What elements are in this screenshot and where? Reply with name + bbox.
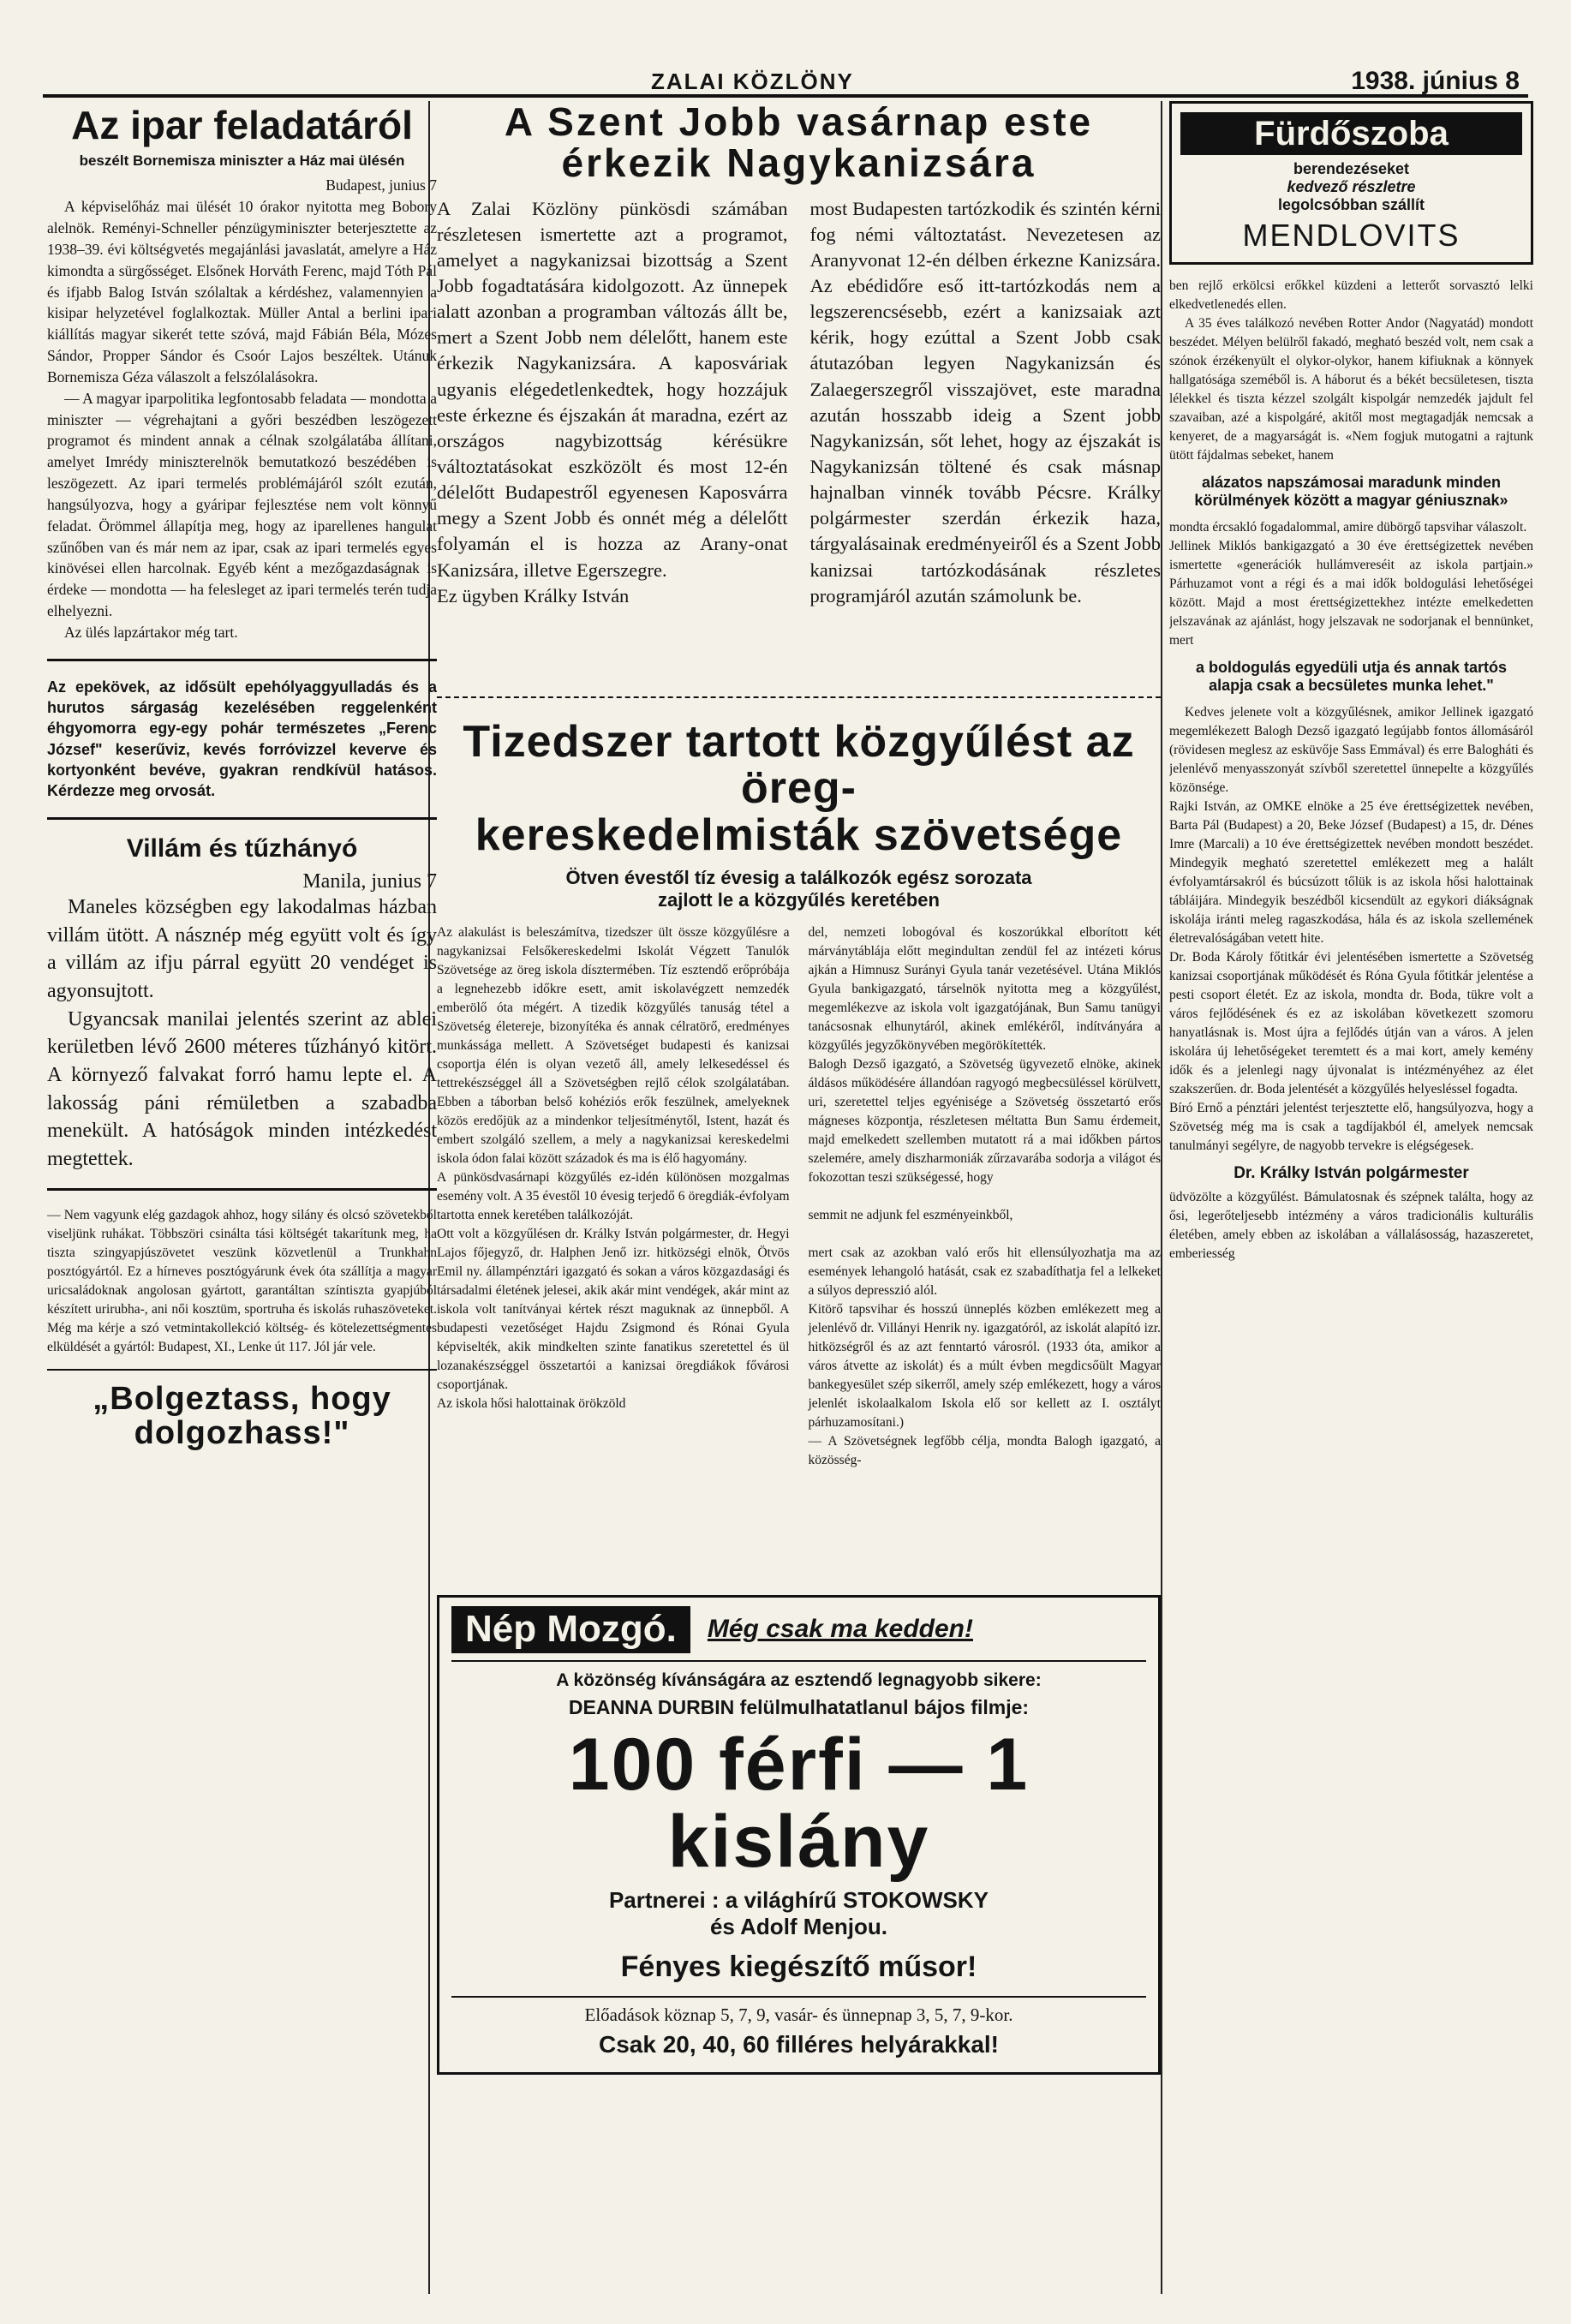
column-left	[47, 101, 437, 2294]
cinema-line1: A közönség kívánságára az esztendő legnagyobb sikere:	[556, 1670, 1042, 1690]
cinema-name: Nép Mozgó.	[451, 1606, 690, 1652]
top-rule	[43, 94, 1528, 98]
assembly-text-left: Az alakulást is beleszámítva, tizedszer ült össze közgyűlésre a nagykanizsai Felsőkereskedelmi Iskolát Végzett Tanulók Szövetsége az öreg iskola dísztermében. Tíz esztendő erőpróbája a legnehezebb időkre esett, amit iskolavégzett nemzedék emberölő óta mégért. A tizedik közgyűlés tanuság tétel a Szövetség életereje, bizonyítéka és annak célratörő, eredményes munkássága mellett. A Szövetséget budapesti és kanizsai csoportja élén is olyan vezető áll, amely lelkesedéssel és tettrekészséggel áll a Szövetségben rejlő célok szolgálatában. Ebben a táborban belső kohéziós erők feszülnek, amelyeknek közös eredőjük az a mindenkor teljesítménytől, Istent, hazát és embert szolgáló szellem, a mely a nagykanizsai kereskedelmi iskola ódon falai között századok és ma is élő hagyomány. A pünkösdvasárnapi közgyűlés ez-idén különösen mozgalmas esemény volt. A 35 évestől 10 évesig terjedő 6 öregdiák-évfolyam tartotta ennek keretében találkozóját. Ott volt a közgyűlésen dr. Králky István polgármester, dr. Hegyi Lajos főjegyző, dr. Halphen Jenő izr. hitközségi elnök, Ötvös Emil ny. állampénztári igazgató és sokan a város közgazdasági és társadalmi életének jelesei, akik akár mint vendégek, akár mint az iskola volt tanítványai kértek részt maguknak az ünnepből. A budapesti vezetőséget Hajdu Zsigmond és Rónai Gyula képviselték, akik mindkelten szinte fanatikus szeretettel és ül lozanakészséggel összetartói a kanizsai öregdiákok fővárosi csoportjának. Az iskola hősi halottainak örökzöld	[437, 925, 790, 1412]
advert-bathroom	[1169, 101, 1533, 265]
advert-bathroom-title: Fürdőszoba	[1180, 112, 1522, 155]
holy-right-text-left: A Zalai Közlöny pünkösdi számában részletesen ismertette azt a programot, amelyet a nagykanizsai bizottság a Szent Jobb fogadtatására kidolgozott. Az ünnepek alatt azonban a programban változás állt be, mert a Szent Jobb nem délelőtt, hanem este érkezik Nagykanizsára. A kaposváriak ugyanis elégedetlenkedtek, hogy hozzájuk este érkezne és éjszakán át maradna, ezért az országos nagybizottság kérésükre változtatásokat eszközölt és most 12-én délelőtt Budapestről egyenesen Kaposvárra megy a Szent Jobb és onnét még a délelőtt folyamán el is hozza az Arany-onat Kanizsára, illetve Egerszegre. Ez ügyben Králky István	[437, 197, 788, 606]
holy-right-body	[437, 196, 1161, 684]
advert-bathroom-name: MENDLOVITS	[1242, 218, 1460, 253]
column-middle	[437, 101, 1161, 2294]
assembly-quote: a boldogulás egyedüli utja és annak tartós alapja csak a becsületes munka lehet."	[1195, 659, 1508, 694]
article-lightning-paragraph: Ugyancsak manilai jelentés szerint az ablei kerületben lévő 2600 méteres tűzhányó kitört. A környező falvakat forró hamu lepte el. A lakosság páni rémületben a szabadba menekült. A hatóságok minden intézkedést megtettek.	[47, 1007, 437, 1170]
assembly-cont-paragraph: mondta ércsakló fogadalommal, amire dübörgő tapsvihar válaszolt. Jellinek Miklós bankigazgató a 30 éve érettségizettek nevében ismertette «generációk hullámvereséit az iskola partjain.» Párhuzamot vont a régi és a mai idők boldogulási lehetőségei között. Majd a most érettségizettekhez intézte emelkedetten jelszavának az ajánlást, hogy jelszavak ne sodorjanak el bennünket, mert	[1169, 520, 1533, 648]
mayor-subheading: Dr. Králky István polgármester	[1234, 1164, 1469, 1182]
cinema-today: Még csak ma kedden!	[707, 1615, 973, 1644]
divider	[47, 817, 437, 820]
cinema-partners: Partnerei : a világhírű STOKOWSKY	[608, 1887, 989, 1914]
cinema-extra: Fényes kiegészítő műsor!	[620, 1951, 977, 1984]
cinema-partners-2: és Adolf Menjou.	[709, 1914, 888, 1940]
assembly-subtitle-line2: zajlott le a közgyűlés keretében	[658, 889, 940, 911]
holy-right-text-right: most Budapesten tartózkodik és szintén kérni fog némi változtatást. Nevezetesen az Aranyvonat 12-én délben érkezne Kanizsára. Az ebédidőre eső itt-tartózkodás nem a legszerencsésebb, ezért a kanizsaiak azt kérik, hogy ezúttal a Szent Jobb csak átutazóban legyen Nagykanizsán és Zalaegerszegről visszajövet, este maradna azután hosszabb ideig a Szent jobb Nagykanizsán, sőt lehet, hogy az éjszakát is Nagykanizsán töltené és csak másnap hajnalban vinnék tovább Pécsre. Králky polgármester szerdán érkezik haza, tárgyalásainak eredményeiről és a Szent Jobb kanizsai tartózkodásának részletes programjáról azután számolunk be.	[809, 197, 1161, 606]
cinema-prices: Csak 20, 40, 60 filléres helyárakkal!	[599, 2031, 999, 2058]
advert-bathroom-line3: legolcsóbban szállít	[1277, 196, 1425, 213]
article-industry-closing: Az ülés lapzártakor még tart.	[64, 624, 238, 642]
divider	[437, 696, 1161, 698]
cinema-film-title: 100 férfi — 1 kislány	[568, 1723, 1030, 1883]
article-industry-paragraph: A képviselőház mai ülését 10 órakor nyitotta meg Bobory alelnök. Reményi-Schneller pénzügyminiszter beterjesztette az 1938–39. évi költségvetés megajánlási javaslatát, amelyre a Ház kimondta a sürgősséget. Elsőnek Horváth Ferenc, majd Tóth Pál és ifjabb Balog István szólaltak a kérdéshez, valamennyien a kisipar helyzetével foglalkoztak. Müller Antal a berlini ipari kiállítás magyar sikerét tette szóvá, majd Fábián Béla, Mózes Sándor, Propper Sándor és Csoór Lajos beszéltek. Utánuk Bornemisza Géza válaszolt a felszólalásokra.	[47, 198, 437, 385]
cinema-header	[451, 1606, 1146, 1661]
article-industry-dateline: Budapest, junius 7	[326, 176, 437, 194]
article-lightning-paragraph: Maneles községben egy lakodalmas házban villám ütött. A násznép még együtt volt és így a villám az ifju párral együtt 20 vendéget is agyonsujtott.	[47, 896, 437, 1003]
assembly-quote: alázatos napszámosai maradunk minden körülmények között a magyar géniusznak»	[1194, 474, 1508, 509]
advert-bathroom-line1: berendezéseket	[1293, 160, 1410, 177]
masthead: ZALAI KÖZLÖNY	[651, 69, 854, 94]
advert-ferenc-jozsef: Az epekövek, az idősült epehólyaggyulladás és a hurutos sárgaság kezelésében reggelenként éhgyomorra egy-egy pohár természetes „Ferenc József" keserűviz, kevés forróvizzel keverve és kortyonként bevéve, gyakran rendkívül hatásos. Kérdezze meg orvosát.	[47, 678, 437, 800]
dateline: 1938. június 8	[1351, 67, 1520, 95]
advert-slogan: „Bolgeztass, hogy dolgozhass!"	[93, 1381, 391, 1452]
divider	[47, 1369, 437, 1371]
column-right	[1169, 101, 1533, 2294]
divider	[47, 1188, 437, 1191]
advert-bathroom-line2: kedvező részletre	[1287, 178, 1416, 195]
assembly-cont-paragraph: A 35 éves találkozó nevében Rotter Andor (Nagyatád) mondott beszédet. Mélyen belülről fakadó, megható beszéd volt, nem csak a szónok érzékenyült el olykor-olykor, hanem kifiuknak a könnyek hallgatósága szeméből is. A háborut és a békét becsületesen, tiszta lélekkel és tiszta kézzel szolgált kispolgár nemzedék jajdult fel szavaiban, azé a kispolgáré, akitől most megtagadják nemcsak a kenyeret, de a magyarságát is. «Nem fogjuk mutogatni a rajtunk ütött fájdalmas sebeket, hanem	[1169, 316, 1533, 463]
assembly-body	[437, 923, 1161, 1583]
assembly-title-line2: kereskedelmisták szövetsége	[475, 810, 1123, 860]
assembly-cont-paragraph: ben rejlő erkölcsi erőkkel küzdeni a letterőt sorvasztó lelki elkedvetlenedés ellen.	[1169, 278, 1533, 312]
cinema-line2: DEANNA DURBIN felülmulhatatlanul bájos filmje:	[568, 1695, 1030, 1718]
column-divider-3	[1161, 101, 1162, 2294]
assembly-text-right: del, nemzeti lobogóval és koszorúkkal elborított két márványtáblája előtt megindultan zendül fel az intézeti kórus ajkán a Himnusz Surányi Gyula tanár vezetésével. Utána Miklós Gyula bankigazgató, társelnök nyitotta meg a közgyűlést, megemlékezve az iskola volt igazgatójának, Bun Samu tanügyi tanácsosnak elhunytáról, akinek emlékéről, indítványára a közgyűlés jegyzőkönyvében megörökítették. Balogh Dezső igazgató, a Szövetség ügyvezető elnöke, akinek áldásos működésére állandóan ragyogó megbecsüléssel körülvett, uri, szeretettel teljes egyénisége a Szövetség összetartó erős mágneses központja, részletesen méltatta Bun Samu érdemeit, majd emelkedett szellemben mutatott rá a mai időkben pártos szelemére, amely diszharmoniák zűrzavarába sodorja a világot és fokozottan teszi szükségessé, hogy semmit ne adjunk fel eszményeinkből, mert csak az azokban való erős hit ellensúlyozhatja ma az események lehangoló hatását, csak ez szabadíthatja fel a lelkeket a súlyos depresszió alól. Kitörő tapsvihar és hosszú ünneplés közben emlékezett meg a jelenlévő dr. Villányi Henrik ny. igazgatóról, az iskolát alapító izr. hitközségről és az azt fenntartó városról. (1933 óta, amikor a város átvette az iskolát) és a múlt évben megdicsőült Magyar bankegyesület szép sikerről, amely szép emlékezett, hogy a város jelenlét iskolaalkalom Iskola elő sor kellett az I. osztályt párhuzamosítani.) — A Szövetségnek legfőbb célja, mondta Balogh igazgató, a közösség-	[808, 925, 1161, 1468]
advert-trunkhahn: — Nem vagyunk elég gazdagok ahhoz, hogy silány és olcsó szövetekből viseljünk ruhákat. Többszöri csinálta tási költségét takarítunk meg, ha tiszta szingyapjúszövetet veszünk közvetlenül a Trunkhahn posztógyártól. Ez a hírneves posztógyárunk évek óta szállítja a magyar uricsaládoknak angolosan gyártott, garantáltan színtiszta gyapjúból készített urirubha-, ani női kosztüm, sportruha és iskolás ruhaszöveteket. Még ma kérje a szó vetmintakollekció költség- és kötelezettségmentes elküldését a gyártól: Budapest, XI., Lenke út 117. Jól jár vele.	[47, 1208, 437, 1355]
assembly-cont-paragraph: üdvözölte a közgyűlést. Bámulatosnak és szépnek találta, hogy az ősi, legerőteljesebb intézmény a város tradicionális kulturális életében, amely ebben az iskolában a vállalásosság, hazaszeretet, emberiesség	[1169, 1190, 1533, 1261]
article-lightning-dateline: Manila, junius 7	[302, 870, 437, 893]
article-industry-paragraph: — A magyar iparpolitika legfontosabb feladata — mondotta a miniszter — végrehajtani a győri beszédben leszögezett programot és mindent annak a célnak szolgálatába állítani, amelyet Imrédy miniszterelnök bemutatkozó beszédében is leszögezett. Az ipari termelés problémájáról szólt ezután, hangsúlyozva, hogy a gyáripar fejlesztése nem volt könnyű feladat. Örömmel állapítja meg, hogy az iparellenes hangulat szűnőben van és már nem az ipar, csak az ipari termelés egyes kinövései ellen harcolnak. Egyéb ként a mezőgazdaságnak is érdeke — mondotta — ha felesleget az ipari termelés terén tudja elhelyezni.	[47, 389, 437, 620]
divider	[47, 659, 437, 661]
article-industry-title: Az ipar feladatáról	[71, 103, 413, 147]
holy-right-title-line1: A Szent Jobb vasárnap este	[504, 101, 1094, 144]
article-industry-subtitle: beszélt Bornemisza miniszter a Ház mai ülésén	[79, 152, 405, 170]
assembly-cont-paragraph: Kedves jelenete volt a közgyűlésnek, amikor Jellinek igazgató megemlékezett Balogh Dezső igazgató legújabb fontos állomásáról (rövidesen meglesz az esküvője Sass Emmával) és erre Balogháti és jelenlévő menyasszonyát szívből szeretettel ünnepelte a közgyűlés közönsége. Rajki István, az OMKE elnöke a 25 éve érettségizettek nevében, Barta Pál (Budapest) a 20, Beke József (Budapest) a 15, dr. Dénes Imre (Marcali) a 10 éve érettségizettek nevében mondott beszédet. Mindegyik megható szeretettel emlékezett meg a halált évfolyamtársakról és búcsúzott tőlük is az iskola hősi halottainak tábláijára. Mindegyik beszédből kicsendült az egykori diákságnak iskolája iránti meleg ragaszkodása, hála és az iskola szellemének életrevalóságában vetett hite. Dr. Boda Károly főtitkár évi jelentésében ismertette a Szövetség kanizsai csoportjának működését és Róna Gyula főtitkár jelentése a pesti csoport életét. Ez az iskola, mondta dr. Boda, tükre volt a város fejlődésének és ez az iskolában következett szomoru hanyatlásnak is. Most újra a fejlődés útján van a város. A jelen iskolára új lehetőségeket teremtett és a mai kort, amely kemény idők és a jelenlegi nagy újvonalat is intézményéhez az élet szakszerűen. dr. Boda jelentését a közgyűlés helyesléssel fogadta. Bíró Ernő a pénztári jelentést terjesztette elő, hangsúlyozva, hogy a Szövetség még ma is csak a tagdíjakból él, amelyek nemcsak tanulmányi segélyre, de nagyobb tervekre is elégségesek.	[1169, 705, 1533, 1153]
article-lightning-title: Villám és tűzhányó	[126, 833, 358, 863]
cinema-times: Előadások köznap 5, 7, 9, vasár- és ünnepnap 3, 5, 7, 9-kor.	[451, 1996, 1146, 2026]
cinema-advert	[437, 1595, 1161, 2075]
holy-right-title-line2: érkezik Nagykanizsára	[561, 140, 1036, 186]
assembly-subtitle-line1: Ötven évestől tíz évesig a találkozók egész sorozata	[565, 867, 1032, 889]
assembly-title-line1: Tizedszer tartott közgyűlést az öreg-	[463, 716, 1135, 814]
